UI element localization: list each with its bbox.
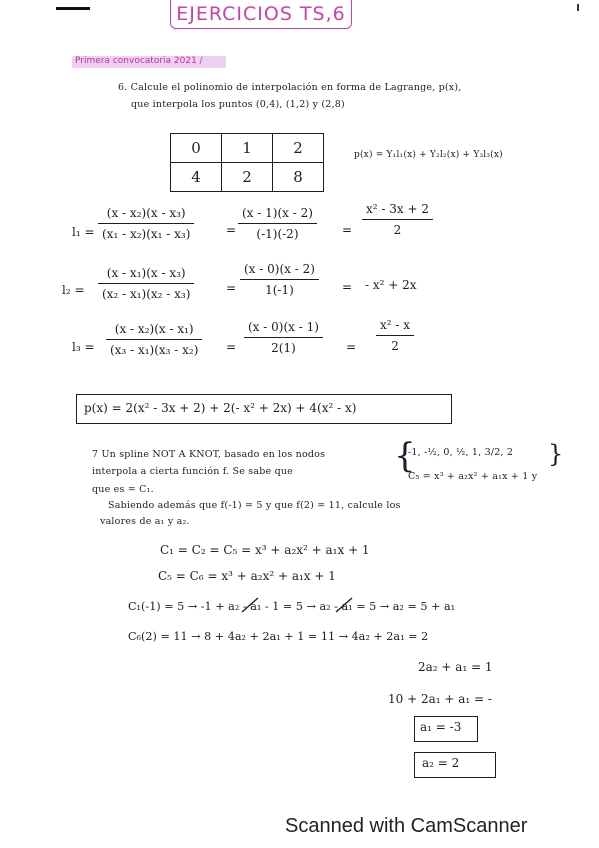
answer-polynomial: p(x) = 2(x² - 3x + 2) + 2(- x² + 2x) + 4(x² - x)	[84, 401, 357, 415]
problem7-line3: que es = C₁.	[92, 484, 154, 495]
camscanner-watermark: Scanned with CamScanner	[285, 815, 528, 837]
result-a2: a₂ = 2	[422, 756, 460, 770]
fraction-numerator: (x - x₂)(x - x₃)	[106, 206, 186, 220]
l3-label: l₃ =	[72, 340, 95, 354]
problem6-statement-line1: 6. Calcule el polinomio de interpolación en forma de Lagrange, p(x),	[118, 82, 462, 93]
solution-step1: C₁ = C₂ = C₅ = x³ + a₂x² + a₁x + 1	[160, 543, 370, 557]
fraction-numerator: (x - x₂)(x - x₁)	[114, 322, 194, 336]
fraction-denominator: 2(1)	[271, 341, 296, 356]
equals-sign: =	[342, 280, 353, 294]
table-cell: 2	[222, 163, 273, 192]
fraction-denominator: (x₃ - x₁)(x₃ - x₂)	[110, 343, 199, 358]
l1-label: l₁ =	[72, 225, 95, 239]
right-brace: }	[548, 440, 564, 468]
problem7-line4: Sabiendo además que f(-1) = 5 y que f(2) = 11, calcule los	[108, 500, 401, 511]
lagrange-formula: p(x) = Y₁l₁(x) + Y₂l₂(x) + Y₃l₃(x)	[354, 150, 503, 160]
equals-sign: =	[226, 223, 237, 237]
fraction-numerator: x² - x	[380, 318, 411, 332]
table-cell: 4	[171, 163, 222, 192]
table-cell: 2	[273, 134, 324, 163]
solution-step2: C₅ = C₆ = x³ + a₂x² + a₁x + 1	[158, 569, 336, 583]
left-brace: {	[394, 436, 416, 476]
equals-sign: =	[226, 340, 237, 354]
table-cell: 0	[171, 134, 222, 163]
fraction-numerator: (x - 1)(x - 2)	[242, 206, 313, 220]
fraction-denominator: (x₁ - x₂)(x₁ - x₃)	[102, 227, 191, 242]
fraction-numerator: (x - x₁)(x - x₃)	[106, 266, 186, 280]
problem7-nodes: -1, -½, 0, ½, 1, 3/2, 2	[408, 447, 514, 458]
fraction-numerator: (x - 0)(x - 1)	[248, 320, 319, 334]
l2-result: - x² + 2x	[365, 278, 417, 292]
problem7-line5: valores de a₁ y a₂.	[100, 516, 190, 527]
page-title: EJERCICIOS TS,6	[170, 0, 352, 29]
fraction-denominator: (x₂ - x₁)(x₂ - x₃)	[102, 287, 191, 302]
solution-step3: C₁(-1) = 5 → -1 + a₂ - a₁ - 1 = 5 → a₂ - a₁ = 5 → a₂ = 5 + a₁	[128, 600, 456, 613]
equals-sign: =	[226, 281, 237, 295]
fraction-denominator: 2	[393, 223, 402, 238]
equals-sign: =	[342, 223, 353, 237]
table-cell: 8	[273, 163, 324, 192]
problem7-line2: interpola a cierta función f. Se sabe que	[92, 466, 293, 477]
fraction-denominator: 1(-1)	[265, 283, 294, 298]
section-label: Primera convocatoria 2021 /	[75, 56, 203, 66]
fraction-denominator: 2	[391, 339, 399, 354]
result-a1: a₁ = -3	[420, 720, 462, 734]
problem7-cs-equation: C₅ = x³ + a₂x² + a₁x + 1 y	[408, 471, 538, 482]
fraction-numerator: (x - 0)(x - 2)	[244, 262, 315, 276]
l2-label: l₂ =	[62, 283, 85, 297]
strike-mark	[242, 598, 258, 612]
solution-step5: 2a₂ + a₁ = 1	[418, 660, 493, 674]
fraction-numerator: x² - 3x + 2	[366, 202, 429, 216]
strike-mark	[336, 598, 352, 612]
problem6-statement-line2: que interpola los puntos (0,4), (1,2) y (2,8)	[131, 99, 345, 110]
solution-step6: 10 + 2a₁ + a₁ = -	[388, 692, 492, 706]
fraction-denominator: (-1)(-2)	[256, 227, 299, 242]
problem7-line1: 7 Un spline NOT A KNOT, basado en los nodos	[92, 449, 326, 460]
solution-step4: C₆(2) = 11 → 8 + 4a₂ + 2a₁ + 1 = 11 → 4a₂ + 2a₁ = 2	[128, 630, 429, 643]
table-cell: 1	[222, 134, 273, 163]
equals-sign: =	[346, 340, 357, 354]
